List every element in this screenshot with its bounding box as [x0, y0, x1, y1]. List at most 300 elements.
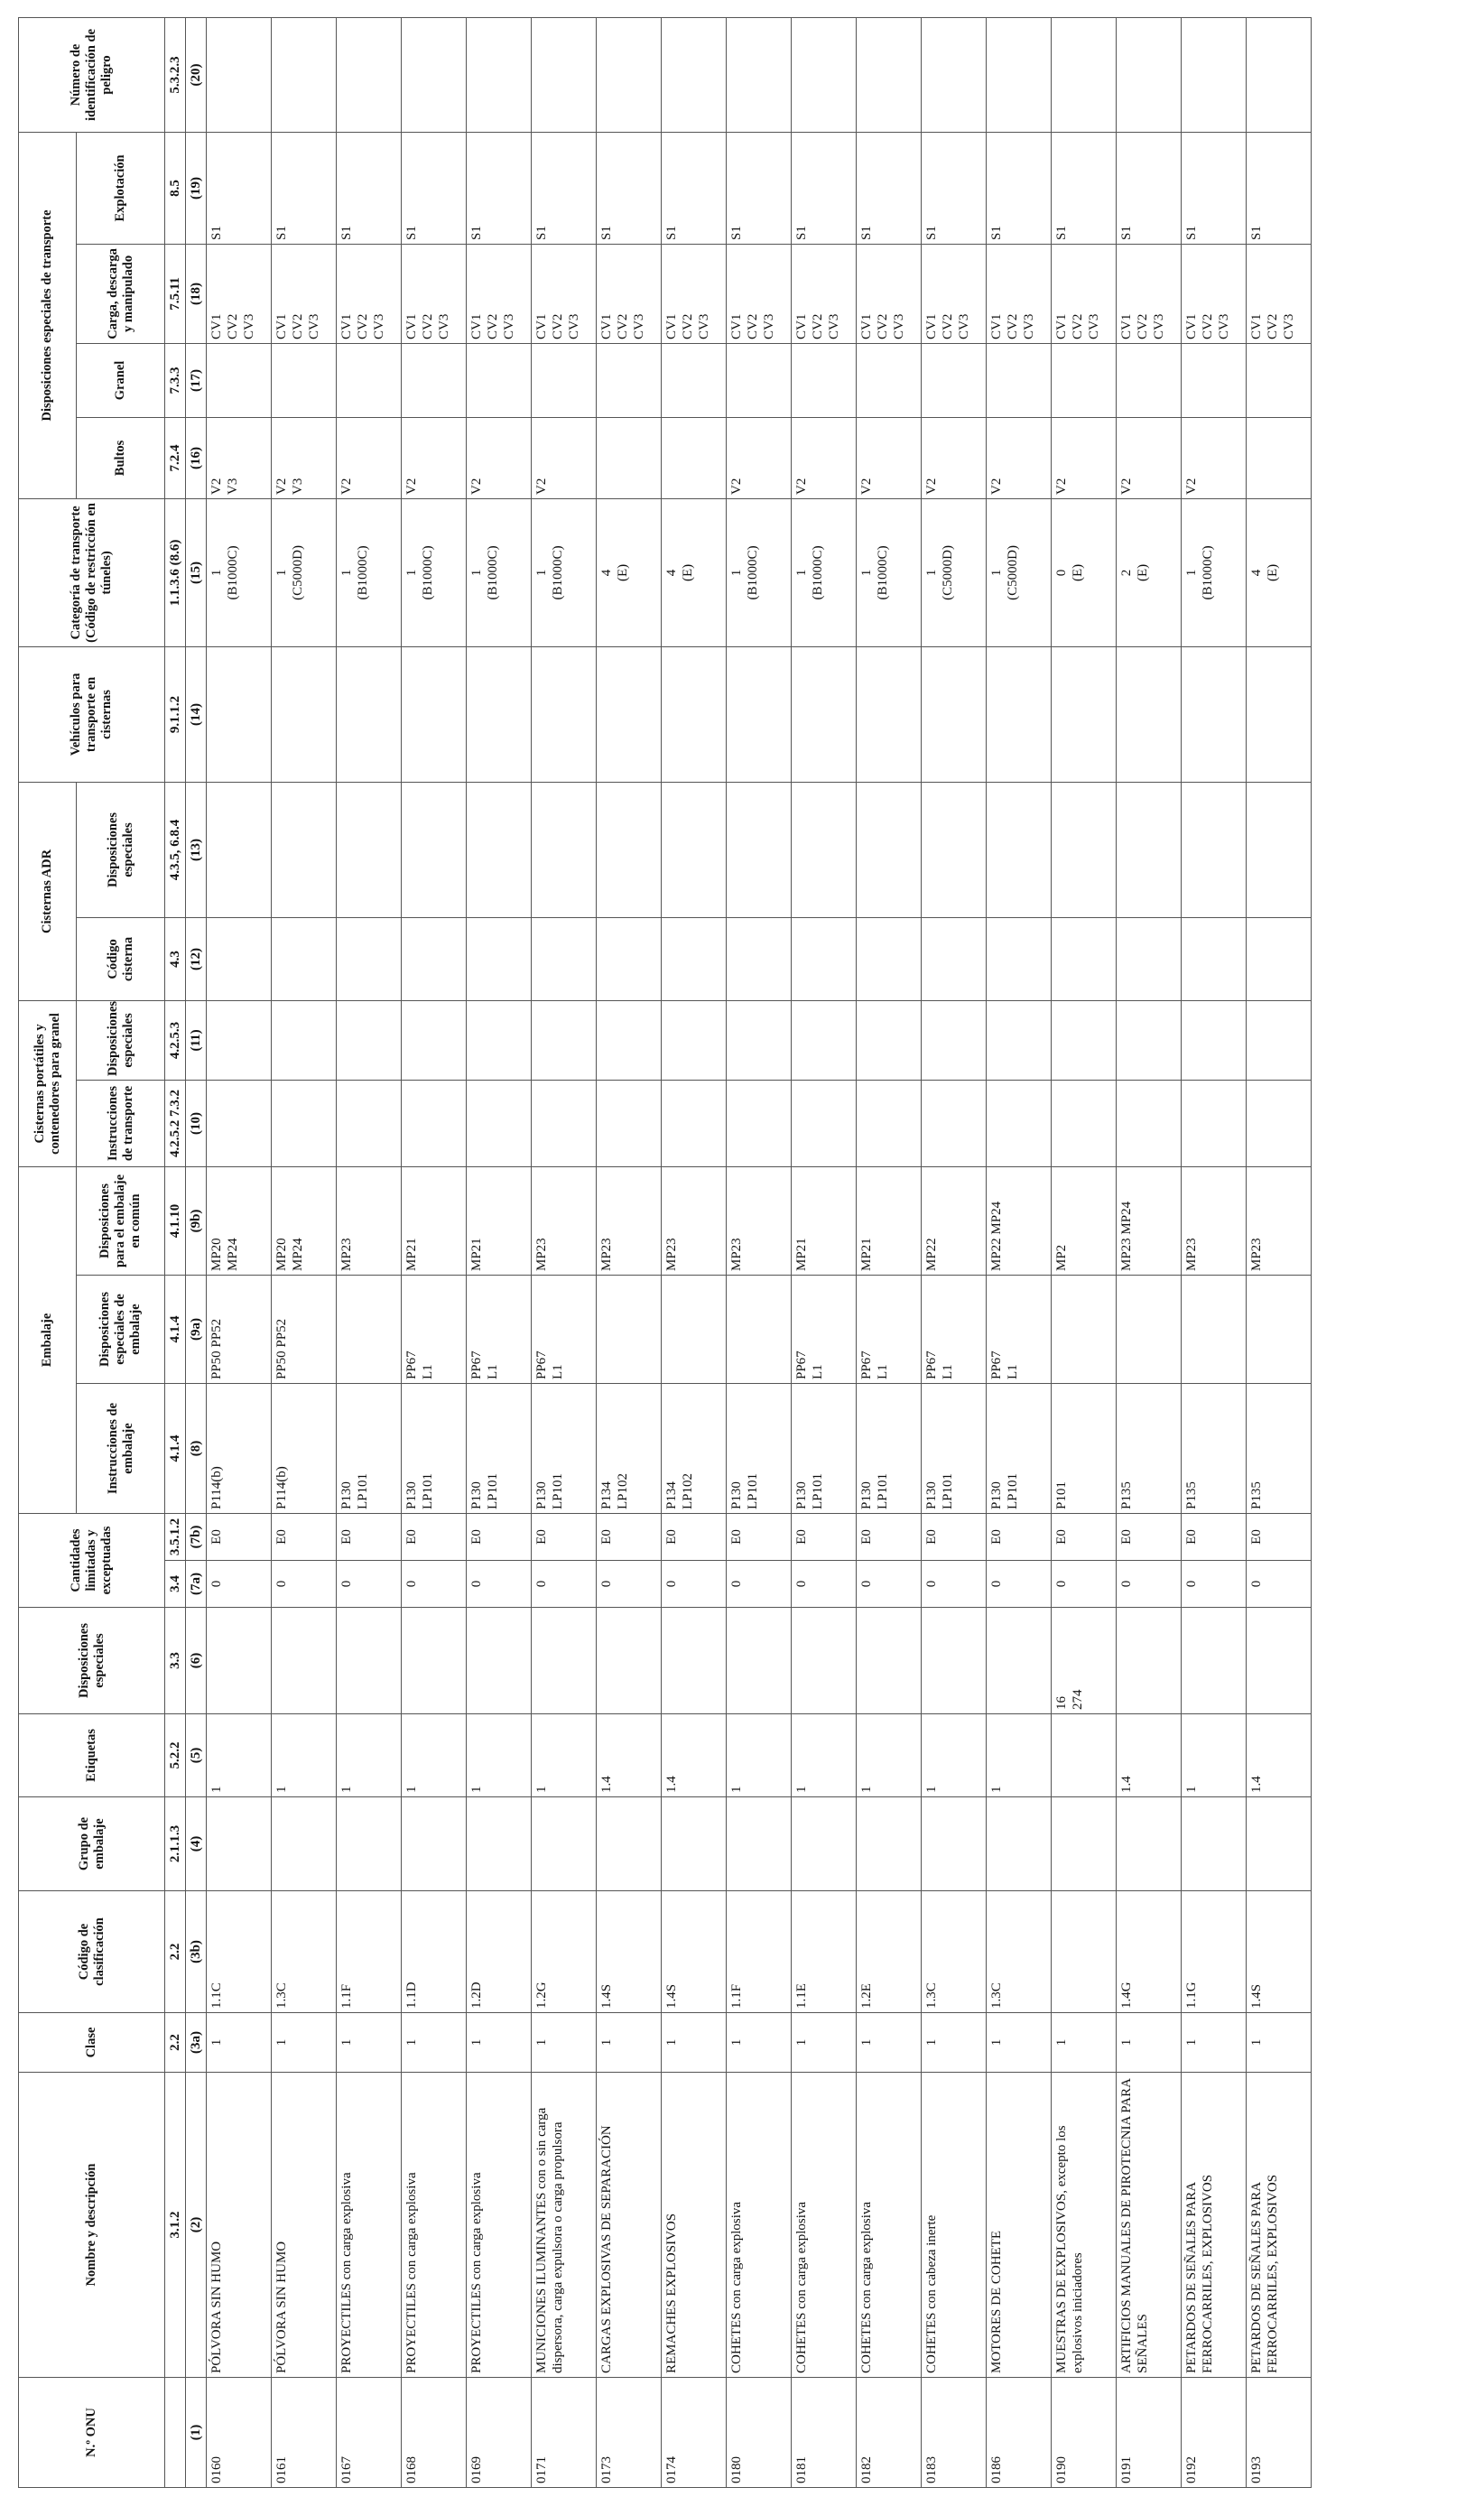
cell-class: 1 — [207, 2013, 272, 2073]
cell-mixed-packing: MP2 — [1052, 1166, 1117, 1275]
column-number-cell: (6) — [186, 1608, 207, 1714]
cell-group — [207, 1797, 272, 1891]
cell-excepted-qty: E0 — [792, 1514, 857, 1561]
column-number-cell: (2) — [186, 2073, 207, 2378]
cell-transport-category: 1 (B1000C) — [467, 498, 532, 646]
cell-group — [467, 1797, 532, 1891]
cell-group — [922, 1797, 987, 1891]
cell-labels: 1 — [272, 1714, 337, 1797]
cell-carga: CV1 CV2 CV3 — [467, 244, 532, 343]
cell-portable-special — [857, 1000, 922, 1080]
cell-special-provisions — [727, 1608, 792, 1714]
cell-granel — [857, 343, 922, 417]
header-explotacion: Explotación — [77, 132, 165, 244]
cell-un: 0186 — [987, 2378, 1052, 2488]
cell-transport-category: 4 (E) — [1247, 498, 1312, 646]
header-vehicles: Vehículos para transporte en cisternas — [19, 646, 165, 782]
cell-class: 1 — [857, 2013, 922, 2073]
cell-group — [532, 1797, 597, 1891]
column-number-cell: (14) — [186, 646, 207, 782]
cell-bultos — [597, 417, 662, 498]
cell-carga: CV1 CV2 CV3 — [272, 244, 337, 343]
cell-transport-category: 1 (B1000C) — [337, 498, 402, 646]
cell-limited-qty: 0 — [727, 1561, 792, 1608]
header-mixed-packing: Disposiciones para el embalaje en común — [77, 1166, 165, 1275]
table-row — [792, 17, 857, 2487]
cell-hazard-number — [402, 17, 467, 132]
cell-transport-instructions — [467, 1080, 532, 1166]
cell-bultos: V2 V3 — [207, 417, 272, 498]
cell-adr-special — [532, 782, 597, 917]
cell-packing-special: PP50 PP52 — [207, 1276, 272, 1384]
header-special-transport: Disposiciones especiales de transporte — [19, 132, 77, 498]
cell-name: MUESTRAS DE EXPLOSIVOS, excepto los explosivos iniciadores — [1052, 2073, 1117, 2378]
cell-mixed-packing: MP23 — [727, 1166, 792, 1275]
cell-bultos: V2 — [532, 417, 597, 498]
cell-carga: CV1 CV2 CV3 — [532, 244, 597, 343]
cell-explotacion: S1 — [337, 132, 402, 244]
table-row — [272, 17, 337, 2487]
cell-special-provisions — [1247, 1608, 1312, 1714]
cell-packing-instructions: P130 LP101 — [857, 1384, 922, 1514]
cell-granel — [207, 343, 272, 417]
cell-excepted-qty: E0 — [337, 1514, 402, 1561]
cell-transport-category: 1 (B1000C) — [792, 498, 857, 646]
reference-cell: 3.3 — [165, 1608, 186, 1714]
cell-hazard-number — [922, 17, 987, 132]
cell-carga: CV1 CV2 CV3 — [207, 244, 272, 343]
cell-explotacion: S1 — [272, 132, 337, 244]
cell-hazard-number — [532, 17, 597, 132]
cell-bultos: V2 V3 — [272, 417, 337, 498]
cell-group — [1182, 1797, 1247, 1891]
cell-tank-code — [1052, 917, 1117, 1000]
cell-class: 1 — [272, 2013, 337, 2073]
column-number-cell: (8) — [186, 1384, 207, 1514]
reference-cell: 7.3.3 — [165, 343, 186, 417]
cell-portable-special — [922, 1000, 987, 1080]
cell-bultos: V2 — [1117, 417, 1182, 498]
cell-name: REMACHES EXPLOSIVOS — [662, 2073, 727, 2378]
cell-portable-special — [532, 1000, 597, 1080]
cell-group — [597, 1797, 662, 1891]
cell-carga: CV1 CV2 CV3 — [922, 244, 987, 343]
cell-code: 1.2E — [857, 1891, 922, 2013]
cell-transport-category: 1 (B1000C) — [727, 498, 792, 646]
cell-tank-code — [662, 917, 727, 1000]
reference-cell: 4.1.4 — [165, 1276, 186, 1384]
cell-granel — [987, 343, 1052, 417]
header-portable-tanks: Cisternas portátiles y contenedores para granel — [19, 1000, 77, 1166]
cell-packing-special: PP67 L1 — [922, 1276, 987, 1384]
cell-transport-category: 0 (E) — [1052, 498, 1117, 646]
cell-carga: CV1 CV2 CV3 — [662, 244, 727, 343]
cell-mixed-packing: MP20 MP24 — [272, 1166, 337, 1275]
cell-class: 1 — [402, 2013, 467, 2073]
cell-code: 1.1F — [337, 1891, 402, 2013]
cell-portable-special — [792, 1000, 857, 1080]
cell-transport-instructions — [857, 1080, 922, 1166]
header-hazard-number: Número de identificación de peligro — [19, 17, 165, 132]
cell-packing-special: PP67 L1 — [532, 1276, 597, 1384]
cell-packing-special — [727, 1276, 792, 1384]
cell-granel — [467, 343, 532, 417]
cell-transport-instructions — [337, 1080, 402, 1166]
cell-un: 0183 — [922, 2378, 987, 2488]
cell-portable-special — [662, 1000, 727, 1080]
cell-mixed-packing: MP23 MP24 — [1117, 1166, 1182, 1275]
reference-cell: 4.1.10 — [165, 1166, 186, 1275]
cell-name: PÓLVORA SIN HUMO — [272, 2073, 337, 2378]
cell-granel — [1182, 343, 1247, 417]
column-number-row — [186, 17, 207, 2487]
cell-transport-instructions — [792, 1080, 857, 1166]
cell-explotacion: S1 — [1117, 132, 1182, 244]
cell-limited-qty: 0 — [987, 1561, 1052, 1608]
cell-un: 0191 — [1117, 2378, 1182, 2488]
column-number-cell: (13) — [186, 782, 207, 917]
cell-portable-special — [1182, 1000, 1247, 1080]
cell-group — [1052, 1797, 1117, 1891]
cell-portable-special — [467, 1000, 532, 1080]
cell-name: PÓLVORA SIN HUMO — [207, 2073, 272, 2378]
cell-limited-qty: 0 — [597, 1561, 662, 1608]
cell-tank-code — [207, 917, 272, 1000]
cell-transport-category: 2 (E) — [1117, 498, 1182, 646]
cell-transport-category: 1 (B1000C) — [207, 498, 272, 646]
reference-cell: 2.2 — [165, 2013, 186, 2073]
cell-transport-instructions — [987, 1080, 1052, 1166]
cell-limited-qty: 0 — [1117, 1561, 1182, 1608]
cell-excepted-qty: E0 — [727, 1514, 792, 1561]
cell-labels: 1 — [922, 1714, 987, 1797]
cell-un: 0168 — [402, 2378, 467, 2488]
cell-group — [337, 1797, 402, 1891]
table-row — [1247, 17, 1312, 2487]
cell-packing-special — [1052, 1276, 1117, 1384]
cell-excepted-qty: E0 — [1247, 1514, 1312, 1561]
cell-transport-category: 1 (C5000D) — [987, 498, 1052, 646]
cell-packing-special — [662, 1276, 727, 1384]
cell-special-provisions — [987, 1608, 1052, 1714]
cell-granel — [662, 343, 727, 417]
cell-vehicles — [792, 646, 857, 782]
cell-packing-instructions: P114(b) — [207, 1384, 272, 1514]
reference-cell: 1.1.3.6 (8.6) — [165, 498, 186, 646]
cell-group — [792, 1797, 857, 1891]
cell-class: 1 — [532, 2013, 597, 2073]
cell-group — [402, 1797, 467, 1891]
cell-bultos: V2 — [792, 417, 857, 498]
cell-tank-code — [1182, 917, 1247, 1000]
cell-tank-code — [532, 917, 597, 1000]
cell-labels — [1052, 1714, 1117, 1797]
header-adr-tanks: Cisternas ADR — [19, 782, 77, 1000]
cell-labels: 1.4 — [662, 1714, 727, 1797]
cell-class: 1 — [922, 2013, 987, 2073]
cell-packing-instructions: P134 LP102 — [597, 1384, 662, 1514]
column-number-cell: (19) — [186, 132, 207, 244]
cell-packing-instructions: P135 — [1182, 1384, 1247, 1514]
cell-vehicles — [467, 646, 532, 782]
header-packing-instructions: Instrucciones de embalaje — [77, 1384, 165, 1514]
cell-labels: 1.4 — [1117, 1714, 1182, 1797]
dangerous-goods-table — [18, 17, 1312, 2488]
cell-name: CARGAS EXPLOSIVAS DE SEPARACIÓN — [597, 2073, 662, 2378]
cell-granel — [792, 343, 857, 417]
cell-special-provisions — [1117, 1608, 1182, 1714]
cell-mixed-packing: MP23 — [1247, 1166, 1312, 1275]
cell-labels: 1 — [857, 1714, 922, 1797]
cell-mixed-packing: MP23 — [1182, 1166, 1247, 1275]
reference-cell: 4.1.4 — [165, 1384, 186, 1514]
cell-vehicles — [337, 646, 402, 782]
cell-transport-instructions — [1117, 1080, 1182, 1166]
cell-transport-instructions — [727, 1080, 792, 1166]
cell-portable-special — [987, 1000, 1052, 1080]
cell-packing-special: PP67 L1 — [857, 1276, 922, 1384]
cell-packing-instructions: P114(b) — [272, 1384, 337, 1514]
cell-labels: 1 — [1182, 1714, 1247, 1797]
cell-excepted-qty: E0 — [1052, 1514, 1117, 1561]
column-number-cell: (5) — [186, 1714, 207, 1797]
column-number-cell: (9a) — [186, 1276, 207, 1384]
cell-group — [662, 1797, 727, 1891]
reference-cell: 8.5 — [165, 132, 186, 244]
reference-cell — [165, 2378, 186, 2488]
cell-limited-qty: 0 — [532, 1561, 597, 1608]
column-number-cell: (18) — [186, 244, 207, 343]
header-granel: Granel — [77, 343, 165, 417]
cell-portable-special — [597, 1000, 662, 1080]
cell-excepted-qty: E0 — [467, 1514, 532, 1561]
cell-tank-code — [1247, 917, 1312, 1000]
cell-name: PETARDOS DE SEÑALES PARA FERROCARRILES, EXPLOSIVOS — [1247, 2073, 1312, 2378]
cell-name: COHETES con carga explosiva — [727, 2073, 792, 2378]
cell-special-provisions — [1182, 1608, 1247, 1714]
cell-packing-special — [1247, 1276, 1312, 1384]
table-body — [207, 17, 1312, 2487]
cell-transport-instructions — [532, 1080, 597, 1166]
cell-hazard-number — [662, 17, 727, 132]
cell-class: 1 — [467, 2013, 532, 2073]
cell-adr-special — [792, 782, 857, 917]
cell-name: MUNICIONES ILUMINANTES con o sin carga dispersora, carga expulsora o carga propulsora — [532, 2073, 597, 2378]
header-tank-code: Código cisterna — [77, 917, 165, 1000]
cell-portable-special — [207, 1000, 272, 1080]
cell-packing-instructions: P135 — [1247, 1384, 1312, 1514]
reference-cell: 5.3.2.3 — [165, 17, 186, 132]
cell-transport-category: 1 (B1000C) — [532, 498, 597, 646]
cell-limited-qty: 0 — [1052, 1561, 1117, 1608]
column-number-cell: (3a) — [186, 2013, 207, 2073]
cell-un: 0171 — [532, 2378, 597, 2488]
cell-mixed-packing: MP21 — [857, 1166, 922, 1275]
cell-tank-code — [337, 917, 402, 1000]
cell-limited-qty: 0 — [1182, 1561, 1247, 1608]
cell-transport-instructions — [662, 1080, 727, 1166]
cell-un: 0193 — [1247, 2378, 1312, 2488]
cell-adr-special — [987, 782, 1052, 917]
table-row — [987, 17, 1052, 2487]
cell-vehicles — [402, 646, 467, 782]
cell-portable-special — [1117, 1000, 1182, 1080]
cell-carga: CV1 CV2 CV3 — [337, 244, 402, 343]
cell-group — [1117, 1797, 1182, 1891]
header-limited-quantities: Cantidades limitadas y exceptuadas — [19, 1514, 165, 1608]
cell-packing-instructions: P130 LP101 — [792, 1384, 857, 1514]
cell-special-provisions — [207, 1608, 272, 1714]
cell-hazard-number — [857, 17, 922, 132]
cell-code: 1.3C — [987, 1891, 1052, 2013]
cell-un: 0169 — [467, 2378, 532, 2488]
cell-labels: 1.4 — [597, 1714, 662, 1797]
cell-hazard-number — [1182, 17, 1247, 132]
cell-vehicles — [727, 646, 792, 782]
cell-excepted-qty: E0 — [402, 1514, 467, 1561]
cell-un: 0161 — [272, 2378, 337, 2488]
cell-labels: 1 — [467, 1714, 532, 1797]
cell-name: COHETES con cabeza inerte — [922, 2073, 987, 2378]
header-packing-special: Disposiciones especiales de embalaje — [77, 1276, 165, 1384]
cell-mixed-packing: MP23 — [662, 1166, 727, 1275]
cell-code: 1.4S — [597, 1891, 662, 2013]
cell-tank-code — [597, 917, 662, 1000]
cell-excepted-qty: E0 — [922, 1514, 987, 1561]
cell-labels: 1 — [207, 1714, 272, 1797]
cell-adr-special — [337, 782, 402, 917]
cell-packing-special — [597, 1276, 662, 1384]
column-number-cell: (9b) — [186, 1166, 207, 1275]
cell-bultos — [662, 417, 727, 498]
cell-granel — [597, 343, 662, 417]
header-group: Grupo de embalaje — [19, 1797, 165, 1891]
cell-labels: 1 — [987, 1714, 1052, 1797]
cell-packing-instructions: P134 LP102 — [662, 1384, 727, 1514]
cell-vehicles — [987, 646, 1052, 782]
cell-explotacion: S1 — [532, 132, 597, 244]
cell-name: PROYECTILES con carga explosiva — [337, 2073, 402, 2378]
cell-code: 1.4G — [1117, 1891, 1182, 2013]
cell-group — [1247, 1797, 1312, 1891]
cell-explotacion: S1 — [922, 132, 987, 244]
cell-adr-special — [207, 782, 272, 917]
cell-limited-qty: 0 — [1247, 1561, 1312, 1608]
cell-granel — [727, 343, 792, 417]
cell-tank-code — [987, 917, 1052, 1000]
cell-adr-special — [662, 782, 727, 917]
cell-name: PROYECTILES con carga explosiva — [467, 2073, 532, 2378]
cell-bultos — [1247, 417, 1312, 498]
reference-cell: 7.5.11 — [165, 244, 186, 343]
cell-mixed-packing: MP21 — [402, 1166, 467, 1275]
cell-carga: CV1 CV2 CV3 — [987, 244, 1052, 343]
cell-limited-qty: 0 — [467, 1561, 532, 1608]
reference-cell: 4.3 — [165, 917, 186, 1000]
cell-explotacion: S1 — [727, 132, 792, 244]
cell-class: 1 — [662, 2013, 727, 2073]
column-number-cell: (3b) — [186, 1891, 207, 2013]
table-row — [597, 17, 662, 2487]
cell-granel — [1117, 343, 1182, 417]
cell-class: 1 — [792, 2013, 857, 2073]
cell-name: PROYECTILES con carga explosiva — [402, 2073, 467, 2378]
cell-vehicles — [662, 646, 727, 782]
cell-class: 1 — [987, 2013, 1052, 2073]
cell-mixed-packing: MP22 — [922, 1166, 987, 1275]
cell-hazard-number — [467, 17, 532, 132]
cell-portable-special — [272, 1000, 337, 1080]
cell-limited-qty: 0 — [272, 1561, 337, 1608]
cell-carga: CV1 CV2 CV3 — [402, 244, 467, 343]
cell-class: 1 — [1182, 2013, 1247, 2073]
cell-packing-special — [337, 1276, 402, 1384]
header-code: Código de clasificación — [19, 1891, 165, 2013]
cell-un: 0181 — [792, 2378, 857, 2488]
table-row — [467, 17, 532, 2487]
cell-name: PETARDOS DE SEÑALES PARA FERROCARRILES, EXPLOSIVOS — [1182, 2073, 1247, 2378]
cell-mixed-packing: MP22 MP24 — [987, 1166, 1052, 1275]
table-row — [532, 17, 597, 2487]
cell-transport-instructions — [597, 1080, 662, 1166]
cell-portable-special — [1052, 1000, 1117, 1080]
cell-vehicles — [1052, 646, 1117, 782]
cell-adr-special — [1247, 782, 1312, 917]
cell-transport-category: 1 (C5000D) — [272, 498, 337, 646]
cell-special-provisions — [272, 1608, 337, 1714]
cell-bultos: V2 — [1182, 417, 1247, 498]
cell-labels: 1 — [727, 1714, 792, 1797]
cell-vehicles — [532, 646, 597, 782]
cell-adr-special — [922, 782, 987, 917]
cell-mixed-packing: MP23 — [337, 1166, 402, 1275]
reference-cell: 3.5.1.2 — [165, 1514, 186, 1561]
cell-name: COHETES con carga explosiva — [857, 2073, 922, 2378]
cell-explotacion: S1 — [792, 132, 857, 244]
header-labels: Etiquetas — [19, 1714, 165, 1797]
cell-packing-instructions: P130 LP101 — [727, 1384, 792, 1514]
header-un: N.º ONU — [19, 2378, 165, 2488]
cell-code: 1.2G — [532, 1891, 597, 2013]
cell-packing-special — [1117, 1276, 1182, 1384]
cell-hazard-number — [337, 17, 402, 132]
cell-un: 0167 — [337, 2378, 402, 2488]
cell-carga: CV1 CV2 CV3 — [727, 244, 792, 343]
cell-group — [727, 1797, 792, 1891]
cell-hazard-number — [207, 17, 272, 132]
header-name: Nombre y descripción — [19, 2073, 165, 2378]
cell-special-provisions — [597, 1608, 662, 1714]
cell-carga: CV1 CV2 CV3 — [1182, 244, 1247, 343]
cell-transport-category: 1 (C5000D) — [922, 498, 987, 646]
cell-transport-instructions — [402, 1080, 467, 1166]
cell-mixed-packing: MP20 MP24 — [207, 1166, 272, 1275]
cell-bultos: V2 — [402, 417, 467, 498]
cell-group — [857, 1797, 922, 1891]
cell-code: 1.1D — [402, 1891, 467, 2013]
cell-code: 1.3C — [922, 1891, 987, 2013]
cell-packing-special: PP67 L1 — [792, 1276, 857, 1384]
cell-excepted-qty: E0 — [1182, 1514, 1247, 1561]
cell-packing-instructions: P130 LP101 — [987, 1384, 1052, 1514]
cell-vehicles — [1247, 646, 1312, 782]
cell-bultos: V2 — [987, 417, 1052, 498]
cell-packing-special: PP67 L1 — [402, 1276, 467, 1384]
cell-transport-instructions — [1052, 1080, 1117, 1166]
cell-carga: CV1 CV2 CV3 — [597, 244, 662, 343]
cell-bultos: V2 — [467, 417, 532, 498]
cell-special-provisions — [662, 1608, 727, 1714]
